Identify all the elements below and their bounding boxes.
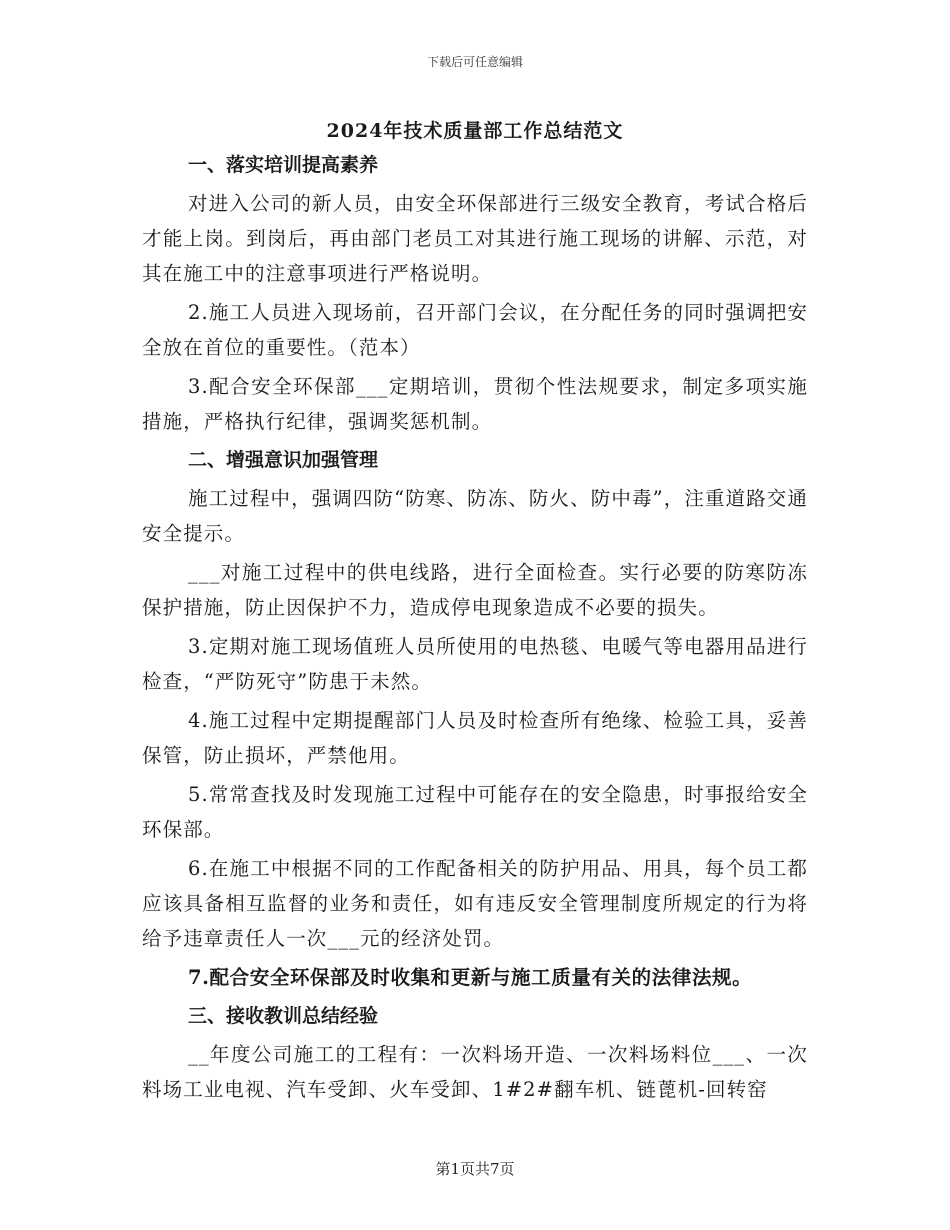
paragraph: 3.定期对施工现场值班人员所使用的电热毯、电暖气等电器用品进行检查，“严防死守”防患于未然。 [142,635,808,693]
paragraph: 施工过程中，强调四防“防寒、防冻、防火、防中毒”，注重道路交通安全提示。 [142,487,808,545]
paragraph: __年度公司施工的工程有：一次料场开造、一次料场料位___、一次料场工业电视、汽车受卸、火车受卸、1#2#翻车机、链蓖机-回转窑 [142,1043,808,1101]
bold-paragraph: 7.配合安全环保部及时收集和更新与施工质量有关的法律法规。 [188,966,753,989]
paragraph: 5.常常查找及时发现施工过程中可能存在的安全隐患，时事报给安全环保部。 [142,783,808,841]
header-note: 下载后可任意编辑 [426,55,523,69]
paragraph: 3.配合安全环保部___定期培训，贯彻个性法规要求，制定多项实施措施，严格执行纪律，强调奖惩机制。 [142,375,808,433]
page-title: 2024年技术质量部工作总结范文 [326,120,624,142]
section-heading: 二、增强意识加强管理 [188,449,379,471]
paragraph: ___对施工过程中的供电线路，进行全面检查。实行必要的防寒防冻保护措施，防止因保护不力，造成停电现象造成不必要的损失。 [142,561,808,619]
paragraph: 4.施工过程中定期提醒部门人员及时检查所有绝缘、检验工具，妥善保管，防止损坏，严禁他用。 [142,709,808,767]
paragraph: 对进入公司的新人员，由安全环保部进行三级安全教育，考试合格后才能上岗。到岗后，再由部门老员工对其进行施工现场的讲解、示范，对其在施工中的注意事项进行严格说明。 [142,192,808,285]
page-number: 第1页共7页 [435,1160,515,1178]
section-heading: 一、落实培训提高素养 [188,154,379,176]
paragraph: 2.施工人员进入现场前，召开部门会议，在分配任务的同时强调把安全放在首位的重要性。（范本） [142,301,808,359]
document-body [142,148,808,1111]
paragraph: 6.在施工中根据不同的工作配备相关的防护用品、用具，每个员工都应该具备相互监督的业务和责任，如有违反安全管理制度所规定的行为将给予违章责任人一次___元的经济处罚。 [142,857,808,950]
section-heading: 三、接收教训总结经验 [188,1005,379,1027]
